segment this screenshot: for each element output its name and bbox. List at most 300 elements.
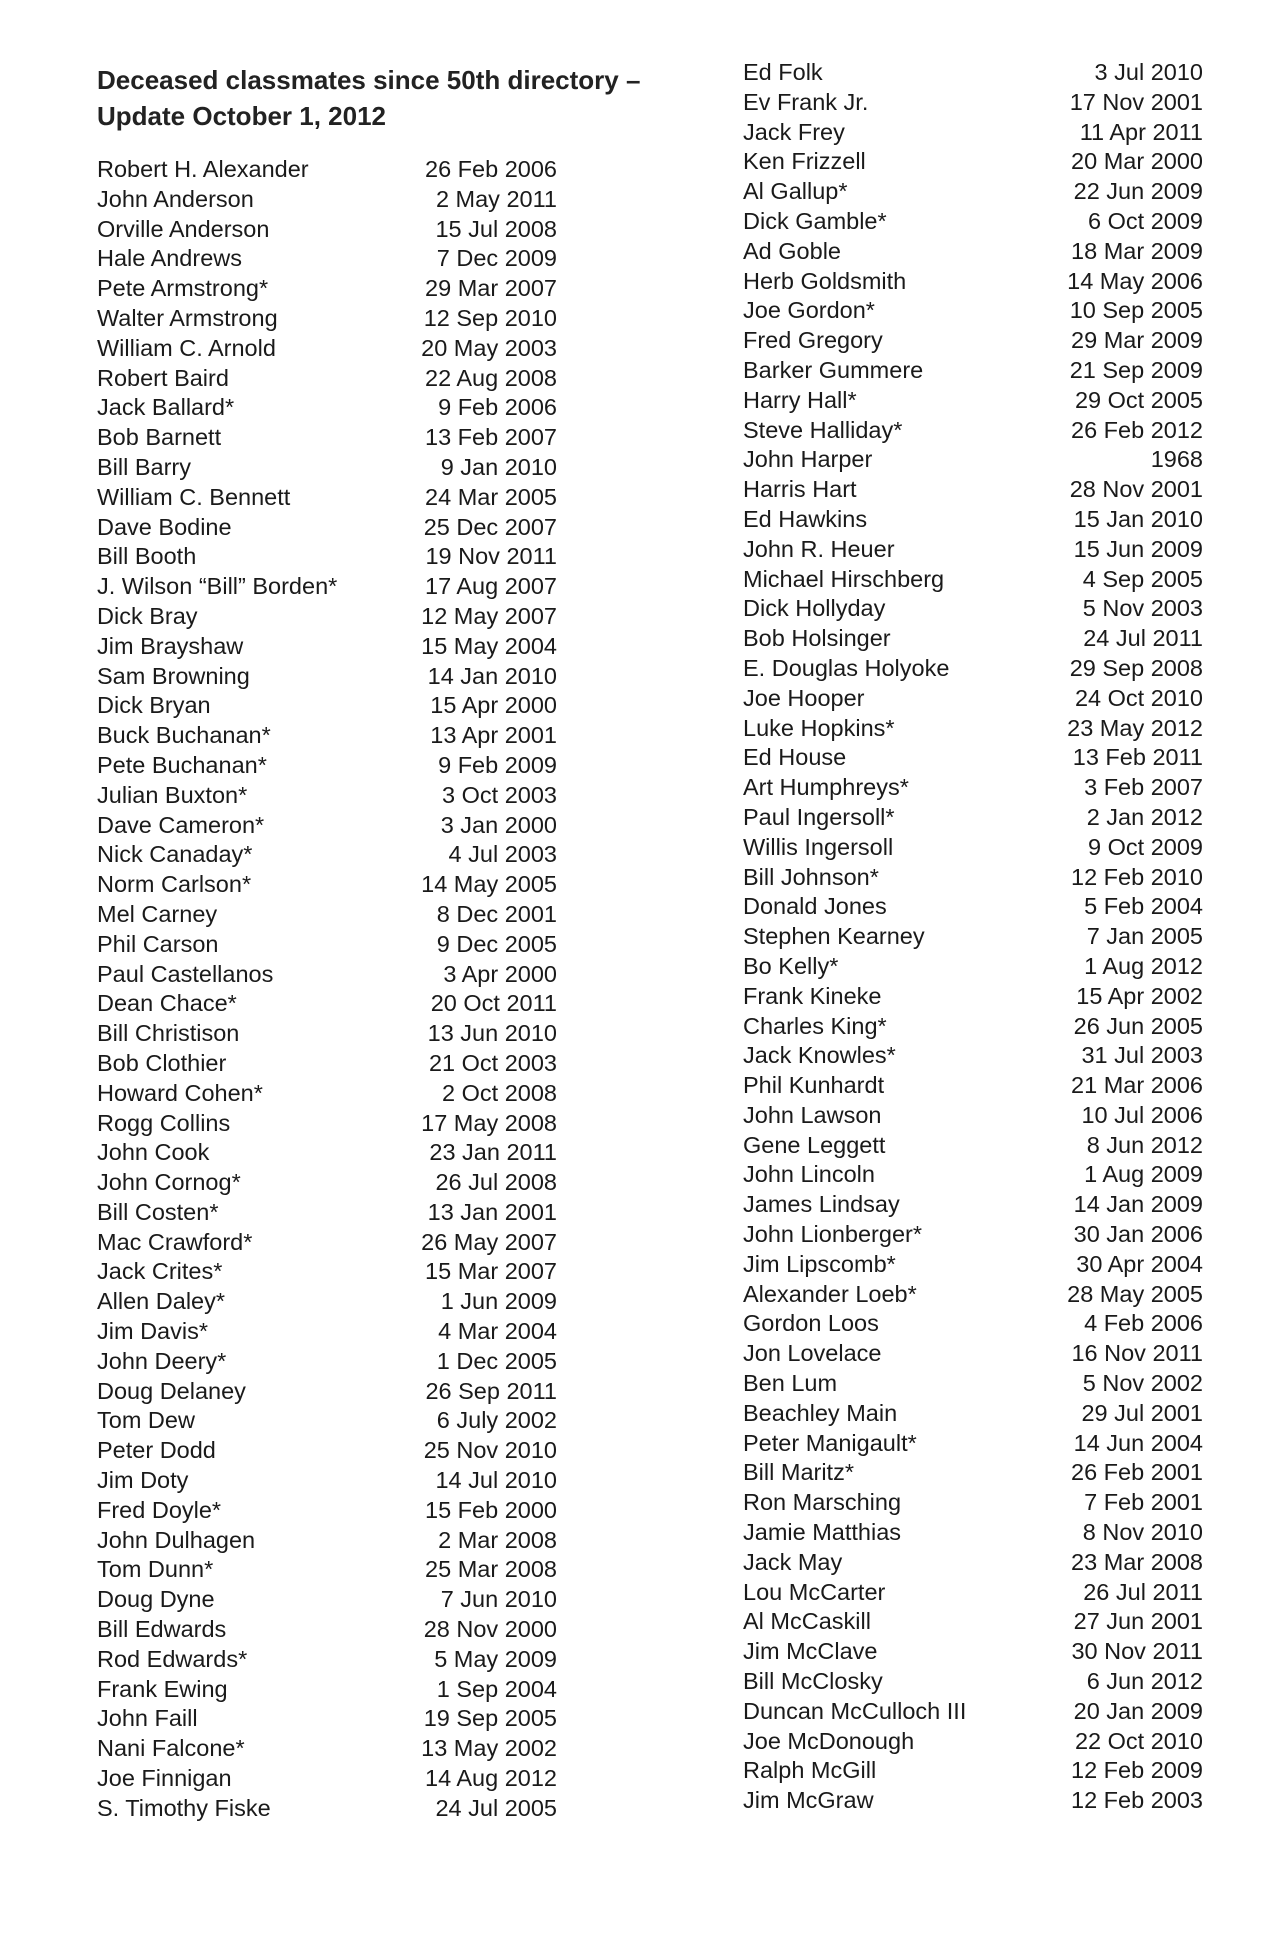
date-of-death: 24 Oct 2010 xyxy=(1074,684,1203,711)
list-item xyxy=(743,1518,1203,1548)
classmate-name: Joe Hooper xyxy=(743,684,865,711)
list-item xyxy=(97,1764,557,1794)
classmate-name: Gene Leggett xyxy=(743,1131,886,1158)
classmate-name: Michael Hirschberg xyxy=(743,565,945,592)
classmate-name: Bill McClosky xyxy=(743,1668,883,1695)
date-of-death: 25 Dec 2007 xyxy=(423,513,557,540)
classmate-name: Phil Kunhardt xyxy=(743,1072,885,1099)
classmate-name: Jack Crites* xyxy=(97,1258,223,1285)
date-of-death: 19 Nov 2011 xyxy=(425,543,557,570)
date-of-death: 4 Sep 2005 xyxy=(1082,565,1203,592)
date-of-death: 7 Jan 2005 xyxy=(1086,923,1203,950)
date-of-death: 26 Feb 2006 xyxy=(425,156,557,182)
list-item xyxy=(743,475,1203,505)
classmate-name: Ed House xyxy=(743,744,847,771)
list-item xyxy=(743,565,1203,595)
list-item xyxy=(743,654,1203,684)
date-of-death: 15 Apr 2002 xyxy=(1076,982,1203,1009)
list-item xyxy=(97,1496,557,1526)
list-item xyxy=(743,714,1203,744)
classmate-name: Rod Edwards* xyxy=(97,1645,248,1672)
date-of-death: 8 Jun 2012 xyxy=(1086,1131,1203,1158)
list-item xyxy=(743,1548,1203,1578)
list-item xyxy=(97,334,557,364)
list-item xyxy=(743,1786,1203,1816)
classmate-name: Pete Armstrong* xyxy=(97,275,269,302)
date-of-death: 29 Jul 2001 xyxy=(1081,1399,1203,1426)
classmate-name: Bob Clothier xyxy=(97,1049,227,1076)
date-of-death: 13 Apr 2001 xyxy=(430,722,557,749)
classmate-name: Duncan McCulloch III xyxy=(743,1697,967,1724)
date-of-death: 7 Jun 2010 xyxy=(440,1586,557,1613)
classmate-name: Hale Andrews xyxy=(97,245,242,272)
list-item xyxy=(97,1049,557,1079)
classmate-name: Ev Frank Jr. xyxy=(743,88,869,115)
classmate-name: John Dulhagen xyxy=(97,1526,256,1553)
date-of-death: 29 Oct 2005 xyxy=(1074,386,1203,413)
classmate-name: Charles King* xyxy=(743,1012,887,1039)
classmate-name: John Lionberger* xyxy=(743,1221,922,1248)
list-item xyxy=(743,1369,1203,1399)
classmate-name: Jamie Matthias xyxy=(743,1519,902,1546)
classmate-name: Phil Carson xyxy=(97,930,219,957)
classmate-name: Bill Christison xyxy=(97,1020,240,1047)
list-item xyxy=(743,1756,1203,1786)
list-item xyxy=(97,1794,557,1824)
list-item xyxy=(743,1339,1203,1369)
list-item xyxy=(743,863,1203,893)
date-of-death: 13 May 2002 xyxy=(421,1735,557,1762)
date-of-death: 2 Mar 2008 xyxy=(438,1526,557,1553)
classmate-name: Bill Costen* xyxy=(97,1198,219,1225)
list-item xyxy=(743,1429,1203,1459)
classmate-name: Tom Dew xyxy=(97,1407,195,1434)
classmate-name: Rogg Collins xyxy=(97,1109,231,1136)
date-of-death: 23 Mar 2008 xyxy=(1071,1548,1203,1575)
date-of-death: 12 Sep 2010 xyxy=(423,304,557,331)
list-item xyxy=(97,393,557,423)
list-item xyxy=(743,1727,1203,1757)
classmate-name: Dave Bodine xyxy=(97,513,232,540)
classmate-name: Jim McClave xyxy=(743,1638,878,1665)
date-of-death: 14 Jan 2009 xyxy=(1073,1191,1203,1218)
list-item xyxy=(97,1555,557,1585)
list-item xyxy=(743,1041,1203,1071)
classmate-name: Joe Gordon* xyxy=(743,297,875,324)
classmate-name: Ron Marsching xyxy=(743,1489,902,1516)
list-item xyxy=(743,833,1203,863)
date-of-death: 23 May 2012 xyxy=(1067,714,1203,741)
list-item xyxy=(97,453,557,483)
list-item xyxy=(743,58,1203,88)
list-item xyxy=(97,870,557,900)
classmate-name: John Anderson xyxy=(97,185,254,212)
list-item xyxy=(743,1309,1203,1339)
classmate-name: Joe Finnigan xyxy=(97,1765,232,1792)
list-item xyxy=(97,1317,557,1347)
list-item xyxy=(97,1436,557,1466)
list-item xyxy=(97,1347,557,1377)
classmate-name: Dave Cameron* xyxy=(97,811,265,838)
date-of-death: 14 May 2006 xyxy=(1067,267,1203,294)
list-item xyxy=(743,237,1203,267)
classmate-name: Ben Lum xyxy=(743,1370,838,1397)
list-item xyxy=(743,267,1203,297)
date-of-death: 3 Feb 2007 xyxy=(1084,774,1203,801)
date-of-death: 6 July 2002 xyxy=(436,1407,557,1434)
list-item xyxy=(743,147,1203,177)
classmate-name: Ken Frizzell xyxy=(743,148,866,175)
list-item xyxy=(743,1190,1203,1220)
date-of-death: 9 Dec 2005 xyxy=(436,930,557,957)
date-of-death: 3 Jan 2000 xyxy=(440,811,557,838)
date-of-death: 31 Jul 2003 xyxy=(1081,1042,1203,1069)
classmate-name: E. Douglas Holyoke xyxy=(743,654,950,681)
date-of-death: 2 Oct 2008 xyxy=(442,1079,557,1106)
date-of-death: 12 Feb 2009 xyxy=(1071,1757,1203,1784)
date-of-death: 14 Jan 2010 xyxy=(427,662,557,689)
list-item xyxy=(97,542,557,572)
list-item xyxy=(97,1645,557,1675)
list-item xyxy=(743,594,1203,624)
date-of-death: 12 Feb 2003 xyxy=(1071,1787,1203,1814)
list-item xyxy=(97,632,557,662)
list-item xyxy=(97,930,557,960)
classmate-name: Peter Dodd xyxy=(97,1437,216,1464)
classmate-name: Jim McGraw xyxy=(743,1787,874,1814)
date-of-death: 14 May 2005 xyxy=(421,871,557,898)
list-item xyxy=(97,1287,557,1317)
classmate-name: Fred Doyle* xyxy=(97,1496,222,1523)
date-of-death: 21 Sep 2009 xyxy=(1069,356,1203,383)
classmate-name: Stephen Kearney xyxy=(743,923,925,950)
date-of-death: 25 Mar 2008 xyxy=(425,1556,557,1583)
classmate-name: Steve Halliday* xyxy=(743,416,903,443)
date-of-death: 15 Apr 2000 xyxy=(430,692,557,719)
list-item xyxy=(97,1198,557,1228)
classmate-name: Harris Hart xyxy=(743,476,857,503)
date-of-death: 13 Jan 2001 xyxy=(427,1198,557,1225)
list-item xyxy=(97,423,557,453)
list-item xyxy=(97,691,557,721)
list-item xyxy=(97,960,557,990)
date-of-death: 14 Aug 2012 xyxy=(425,1765,557,1792)
classmate-name: James Lindsay xyxy=(743,1191,900,1218)
list-item xyxy=(97,155,557,185)
classmate-name: Orville Anderson xyxy=(97,215,270,242)
classmate-name: Ralph McGill xyxy=(743,1757,877,1784)
classmate-name: Beachley Main xyxy=(743,1399,898,1426)
classmate-name: Bill Barry xyxy=(97,453,192,480)
date-of-death: 6 Jun 2012 xyxy=(1086,1668,1203,1695)
list-item xyxy=(743,684,1203,714)
classmate-name: Willis Ingersoll xyxy=(743,833,894,860)
classmate-name: Allen Daley* xyxy=(97,1288,226,1315)
date-of-death: 28 Nov 2000 xyxy=(423,1616,557,1643)
date-of-death: 7 Feb 2001 xyxy=(1084,1489,1203,1516)
classmate-name: Jack Frey xyxy=(743,118,845,145)
classmate-name: Doug Dyne xyxy=(97,1586,215,1613)
date-of-death: 23 Jan 2011 xyxy=(429,1139,557,1166)
date-of-death: 12 Feb 2010 xyxy=(1071,863,1203,890)
classmate-name: Jim Doty xyxy=(97,1467,189,1494)
date-of-death: 4 Feb 2006 xyxy=(1084,1310,1203,1337)
list-item xyxy=(743,952,1203,982)
date-of-death: 17 Nov 2001 xyxy=(1069,88,1203,115)
list-item xyxy=(97,244,557,274)
classmate-name: John R. Heuer xyxy=(743,535,895,562)
list-item xyxy=(743,416,1203,446)
list-item xyxy=(743,1250,1203,1280)
date-of-death: 15 Mar 2007 xyxy=(425,1258,557,1285)
date-of-death: 13 Jun 2010 xyxy=(427,1020,557,1047)
list-item xyxy=(743,1637,1203,1667)
classmate-name: S. Timothy Fiske xyxy=(97,1794,271,1821)
classmate-name: John Lincoln xyxy=(743,1161,875,1188)
list-item xyxy=(97,1377,557,1407)
date-of-death: 12 May 2007 xyxy=(421,602,557,629)
list-item xyxy=(97,721,557,751)
list-item xyxy=(743,177,1203,207)
classmate-name: Peter Manigault* xyxy=(743,1429,917,1456)
list-item xyxy=(743,356,1203,386)
classmate-name: Dean Chace* xyxy=(97,990,237,1017)
date-of-death: 22 Aug 2008 xyxy=(425,364,557,391)
list-item xyxy=(97,1704,557,1734)
classmate-name: Nani Falcone* xyxy=(97,1735,245,1762)
list-item xyxy=(97,1466,557,1496)
list-item xyxy=(97,1526,557,1556)
list-item xyxy=(97,1585,557,1615)
classmate-name: John Lawson xyxy=(743,1101,882,1128)
list-item xyxy=(743,88,1203,118)
classmate-name: Bob Holsinger xyxy=(743,625,891,652)
classmate-name: Tom Dunn* xyxy=(97,1556,214,1583)
classmate-name: Paul Castellanos xyxy=(97,960,274,987)
date-of-death: 15 Jan 2010 xyxy=(1073,505,1203,532)
date-of-death: 9 Feb 2009 xyxy=(438,751,557,778)
date-of-death: 1 Aug 2012 xyxy=(1084,952,1203,979)
date-of-death: 4 Mar 2004 xyxy=(438,1318,557,1345)
classmate-name: Jim Davis* xyxy=(97,1318,208,1345)
classmate-name: William C. Bennett xyxy=(97,483,291,510)
date-of-death: 26 Jul 2011 xyxy=(1083,1578,1203,1605)
classmate-name: Robert Baird xyxy=(97,364,229,391)
date-of-death: 20 Jan 2009 xyxy=(1073,1697,1203,1724)
list-item xyxy=(743,1667,1203,1697)
date-of-death: 13 Feb 2011 xyxy=(1072,744,1203,771)
classmate-name: William C. Arnold xyxy=(97,334,276,361)
list-item xyxy=(97,602,557,632)
list-item xyxy=(97,662,557,692)
date-of-death: 15 May 2004 xyxy=(421,632,557,659)
date-of-death: 22 Jun 2009 xyxy=(1073,178,1203,205)
classmate-name: Bill Booth xyxy=(97,543,197,570)
classmate-name: Jack Knowles* xyxy=(743,1042,896,1069)
date-of-death: 18 Mar 2009 xyxy=(1071,237,1203,264)
classmate-name: Julian Buxton* xyxy=(97,781,248,808)
date-of-death: 24 Mar 2005 xyxy=(425,483,557,510)
date-of-death: 30 Jan 2006 xyxy=(1073,1221,1203,1248)
list-item xyxy=(97,1109,557,1139)
classmate-name: Al Gallup* xyxy=(743,178,848,205)
list-item xyxy=(743,773,1203,803)
date-of-death: 24 Jul 2011 xyxy=(1083,625,1203,652)
date-of-death: 8 Nov 2010 xyxy=(1082,1519,1203,1546)
classmate-name: Herb Goldsmith xyxy=(743,267,907,294)
date-of-death: 9 Jan 2010 xyxy=(440,453,557,480)
date-of-death: 3 Apr 2000 xyxy=(443,960,557,987)
page-title-text: Deceased classmates since 50th directory – Update October 1, 2012 xyxy=(97,65,641,131)
classmate-name: Alexander Loeb* xyxy=(743,1280,917,1307)
list-item xyxy=(97,215,557,245)
date-of-death: 29 Sep 2008 xyxy=(1069,654,1203,681)
list-item xyxy=(97,274,557,304)
classmate-name: Bill Johnson* xyxy=(743,863,879,890)
date-of-death: 10 Jul 2006 xyxy=(1081,1101,1203,1128)
date-of-death: 22 Oct 2010 xyxy=(1074,1727,1203,1754)
list-item xyxy=(743,386,1203,416)
classmate-name: Ed Hawkins xyxy=(743,505,868,532)
classmate-name: Mac Crawford* xyxy=(97,1228,253,1255)
date-of-death: 27 Jun 2001 xyxy=(1073,1608,1203,1635)
date-of-death: 26 Feb 2001 xyxy=(1071,1459,1203,1486)
list-item xyxy=(97,811,557,841)
date-of-death: 17 Aug 2007 xyxy=(425,573,557,600)
date-of-death: 9 Feb 2006 xyxy=(438,394,557,421)
classmate-name: Jon Lovelace xyxy=(743,1340,882,1367)
classmate-name: Gordon Loos xyxy=(743,1310,879,1337)
list-item xyxy=(743,624,1203,654)
list-item xyxy=(97,840,557,870)
date-of-death: 17 May 2008 xyxy=(421,1109,557,1136)
date-of-death: 10 Sep 2005 xyxy=(1069,297,1203,324)
date-of-death: 26 Feb 2012 xyxy=(1071,416,1203,443)
classmate-name: Frank Kineke xyxy=(743,982,882,1009)
list-item xyxy=(97,751,557,781)
classmate-name: Luke Hopkins* xyxy=(743,714,895,741)
list-item xyxy=(97,364,557,394)
date-of-death: 14 Jul 2010 xyxy=(435,1467,557,1494)
classmate-name: Joe McDonough xyxy=(743,1727,915,1754)
list-item xyxy=(97,989,557,1019)
date-of-death: 1 Jun 2009 xyxy=(440,1288,557,1315)
classmate-name: Jack Ballard* xyxy=(97,394,235,421)
date-of-death: 15 Jun 2009 xyxy=(1073,535,1203,562)
date-of-death: 26 May 2007 xyxy=(421,1228,557,1255)
list-item xyxy=(743,1488,1203,1518)
classmate-name: John Deery* xyxy=(97,1347,227,1374)
list-item xyxy=(743,1458,1203,1488)
date-of-death: 29 Mar 2009 xyxy=(1071,327,1203,354)
date-of-death: 1 Dec 2005 xyxy=(436,1347,557,1374)
classmate-name: Walter Armstrong xyxy=(97,304,278,331)
date-of-death: 26 Sep 2011 xyxy=(425,1377,557,1404)
date-of-death: 15 Feb 2000 xyxy=(425,1496,557,1523)
date-of-death: 11 Apr 2011 xyxy=(1079,118,1203,145)
classmate-name: Bob Barnett xyxy=(97,424,222,451)
classmate-name: Pete Buchanan* xyxy=(97,751,267,778)
right-column xyxy=(743,58,1203,1816)
date-of-death: 2 Jan 2012 xyxy=(1086,803,1203,830)
classmate-name: Dick Bryan xyxy=(97,692,211,719)
date-of-death: 9 Oct 2009 xyxy=(1088,833,1203,860)
list-item xyxy=(743,1160,1203,1190)
classmate-name: Norm Carlson* xyxy=(97,871,252,898)
list-item xyxy=(743,326,1203,356)
list-item xyxy=(743,118,1203,148)
classmate-name: Barker Gummere xyxy=(743,356,924,383)
left-column xyxy=(97,155,557,1824)
list-item xyxy=(743,1578,1203,1608)
date-of-death: 3 Jul 2010 xyxy=(1094,59,1203,85)
date-of-death: 3 Oct 2003 xyxy=(442,781,557,808)
list-item xyxy=(743,743,1203,773)
list-item xyxy=(743,207,1203,237)
classmate-name: Mel Carney xyxy=(97,900,218,927)
date-of-death: 30 Apr 2004 xyxy=(1076,1250,1203,1277)
classmate-name: Jim Lipscomb* xyxy=(743,1250,896,1277)
date-of-death: 28 Nov 2001 xyxy=(1069,476,1203,503)
classmate-name: John Harper xyxy=(743,446,873,473)
classmate-name: Harry Hall* xyxy=(743,386,857,413)
date-of-death: 29 Mar 2007 xyxy=(425,275,557,302)
list-item xyxy=(97,1675,557,1705)
classmate-name: Al McCaskill xyxy=(743,1608,871,1635)
classmate-name: Dick Hollyday xyxy=(743,595,886,622)
date-of-death: 21 Mar 2006 xyxy=(1071,1072,1203,1099)
list-item xyxy=(97,185,557,215)
date-of-death: 20 May 2003 xyxy=(421,334,557,361)
date-of-death: 30 Nov 2011 xyxy=(1071,1638,1203,1665)
classmate-name: Fred Gregory xyxy=(743,327,883,354)
list-item xyxy=(743,803,1203,833)
list-item xyxy=(743,1071,1203,1101)
classmate-name: Robert H. Alexander xyxy=(97,156,309,182)
list-item xyxy=(743,1697,1203,1727)
date-of-death: 20 Oct 2011 xyxy=(430,990,557,1017)
classmate-name: Sam Browning xyxy=(97,662,250,689)
classmate-name: Dick Gamble* xyxy=(743,207,887,234)
date-of-death: 14 Jun 2004 xyxy=(1073,1429,1203,1456)
list-item xyxy=(97,900,557,930)
classmate-name: Jim Brayshaw xyxy=(97,632,244,659)
date-of-death: 7 Dec 2009 xyxy=(436,245,557,272)
classmate-name: Dick Bray xyxy=(97,602,198,629)
classmate-name: Bill Edwards xyxy=(97,1616,227,1643)
date-of-death: 15 Jul 2008 xyxy=(435,215,557,242)
date-of-death: 13 Feb 2007 xyxy=(425,424,557,451)
classmate-name: Bill Maritz* xyxy=(743,1459,854,1486)
list-item xyxy=(743,1131,1203,1161)
classmate-name: Doug Delaney xyxy=(97,1377,246,1404)
list-item xyxy=(97,1257,557,1287)
list-item xyxy=(97,1406,557,1436)
classmate-name: Ed Folk xyxy=(743,59,823,85)
date-of-death: 25 Nov 2010 xyxy=(423,1437,557,1464)
classmate-name: Frank Ewing xyxy=(97,1675,228,1702)
date-of-death: 28 May 2005 xyxy=(1067,1280,1203,1307)
date-of-death: 5 Nov 2003 xyxy=(1082,595,1203,622)
classmate-name: Jack May xyxy=(743,1548,843,1575)
list-item xyxy=(97,1228,557,1258)
list-item xyxy=(743,892,1203,922)
list-item xyxy=(743,296,1203,326)
date-of-death: 1968 xyxy=(1150,446,1203,473)
list-item xyxy=(743,505,1203,535)
date-of-death: 20 Mar 2000 xyxy=(1071,148,1203,175)
classmate-name: Bo Kelly* xyxy=(743,952,839,979)
